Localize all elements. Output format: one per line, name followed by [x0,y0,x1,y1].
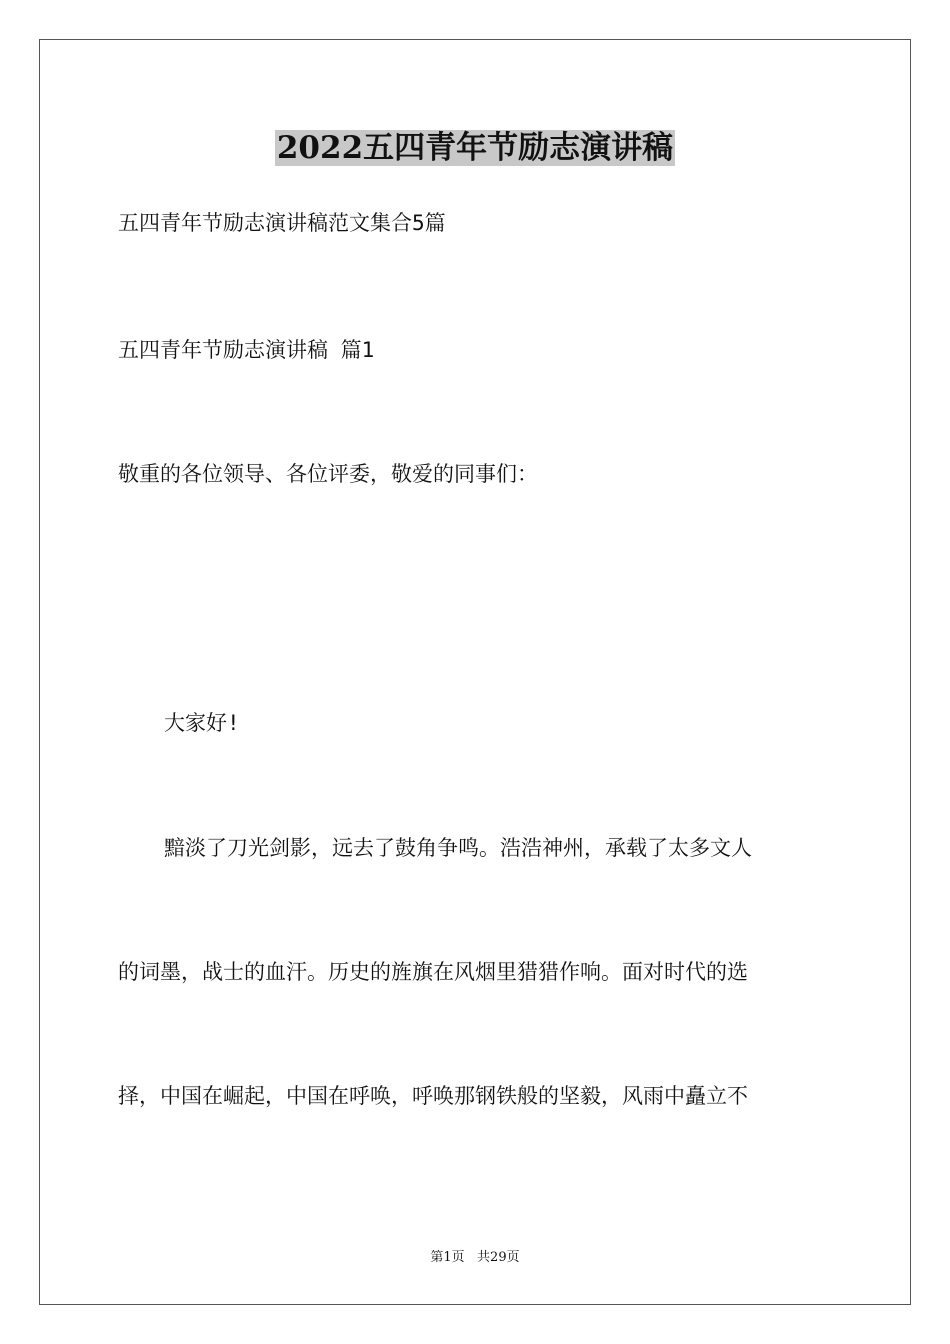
body-line: 黯淡了刀光剑影，远去了鼓角争鸣。浩浩神州，承载了太多文人 [164,836,752,860]
section-heading: 五四青年节励志演讲稿 篇1 [118,338,375,362]
greeting: 大家好! [164,711,240,735]
document-title [0,126,950,170]
salutation: 敬重的各位领导、各位评委，敬爱的同事们： [118,462,538,486]
document-subtitle: 五四青年节励志演讲稿范文集合5篇 [118,211,446,235]
page-indicator: 第1页 共29页 [430,1250,520,1265]
body-line: 的词墨，战士的血汗。历史的旌旗在风烟里猎猎作响。面对时代的选 [118,960,748,984]
body-line: 择，中国在崛起，中国在呼唤，呼唤那钢铁般的坚毅，风雨中矗立不 [118,1084,748,1108]
document-title-text: 2022五四青年节励志演讲稿 [276,130,674,166]
